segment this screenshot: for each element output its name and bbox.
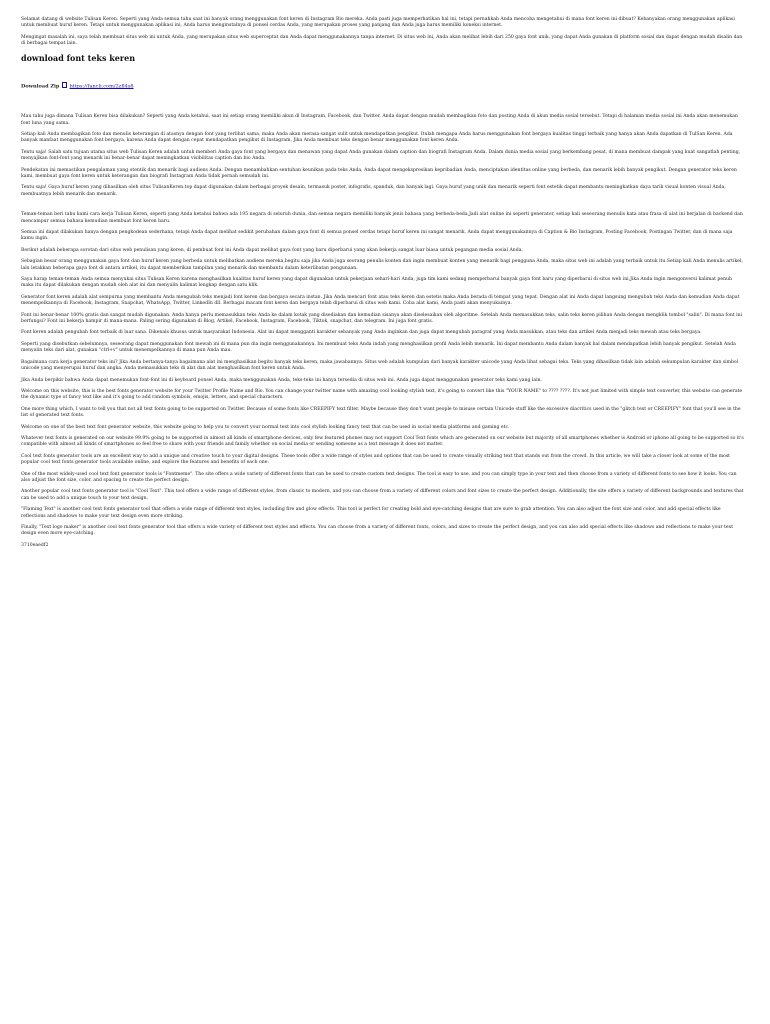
download-line — [21, 82, 745, 91]
download-link[interactable]: https://fancli.com/2zfl4s8 — [69, 83, 134, 90]
body-paragraph: One more thing which, I want to tell you that not all text fonts going to be supported on Twitter. Because of some fonts like CREEPIFY text filter. Maybe because they don't want people to misuse certain Unicode stuff like the excessive diacritics used in the "glitch text or CREEPIFY" font that you'll see in the list of generated text fonts. — [21, 406, 741, 419]
section-two — [21, 212, 745, 538]
body-paragraph: Finally, "Text logo maker" is another cool text fonts generator tool that offers a wide variety of different text styles and effects. You can choose from a variety of different fonts, colors, and sizes to create the perfect design, and you can also add special effects like shadows and reflections to make your text design even more eye-catching. — [21, 525, 734, 537]
body-paragraph: Tentu saja! Salah satu tujuan utama situs web Tulisan Keren adalah untuk memberi Anda gaya font yang bergaya dan menawan yang dapat Anda gunakan dalam caption dan biografi Instagram Anda. Dalam dunia media sosial yang berkembang pesat, di mana membuat dampak yang kuat sangatlah penting, menyajikan font-font yang menarik ini benar-benar dapat meningkatkan visibilitas caption dan bio Anda. — [21, 149, 741, 162]
body-paragraph: Seperti yang disebutkan sebelumnya, seseorang dapat menggunakan font mewah ini di mana pun dia ingin menggunakannya. Ini membuat teks Anda indah yang menghasilkan profil Anda lebih menarik. Ini dapat membantu Anda dalam banyak hal dalam mendapatkan lebih banyak pengikut. Setelah Anda menyalin teks dari alat, gunakan "ctrl+v" untuk menempelkannya di mana pun Anda mau. — [21, 341, 736, 354]
body-paragraph: Welcome on this website, this is the best fonts generator website for your Twitter Profile Name and Bio. You can change your twitter name with amazing cool looking stylish text, it's going to convert like this "YOUR NAME" to ???? ????. It's not just limited with simple text converter, this website can generate the dynamic type of fancy text like and it's going to add random symbols, emojis, letters, and special characters. — [21, 388, 743, 401]
body-paragraph: Pendekatan ini memastikan pengalaman yang otentik dan menarik bagi audiens Anda. Dengan menambahkan sentuhan keunikan pada teks Anda, Anda dapat mengekspresikan kepribadian Anda, menciptakan identitas online yang berbeda, dan menarik lebih banyak pengikut. Dengan generator teks keren kami, membuat gaya font keren untuk keterangan dan biografi Instagram Anda tidak pernah semudah ini. — [21, 167, 737, 179]
section-one — [21, 114, 745, 198]
intro-paragraph: Selamat datang di website Tulisan Keren. Seperti yang Anda semua tahu saat ini banyak orang menggunakan font keren di Instagram Bio mereka. Anda pasti juga memperhatikan hal ini, tetapi pernahkah Anda mencoba mengetahui di mana font keren ini dibuat? Kebanyakan orang menggunakan aplikasi untuk membuat huruf keren. Tetapi untuk menggunakan aplikasi ini, Anda harus menginstalnya di ponsel cerdas Anda, yang merupakan proses yang panjang dan Anda juga harus memiliki koneksi internet. — [21, 17, 735, 29]
body-paragraph: Teman-teman beri tahu kami cara kerja Tulisan Keren, seperti yang Anda ketahui bahwa ada 195 negara di seluruh dunia, dan semua negara memiliki banyak jenis bahasa yang berbeda-beda,Jadi alat online ini seperti generator, setiap kali seseorang menulis kata atau frasa di alat ini berjalan di backend dan mencampur semua bahasa kemudian membuat font keren baru. — [21, 212, 743, 224]
body-paragraph: Font ini benar-benar 100% gratis dan sangat mudah digunakan. Anda hanya perlu memasukkan teks Anda ke dalam kotak yang disediakan dan kemudian sisanya akan diselesaikan oleh algoritme. Setelah Anda memasukkan teks, salin teks keren pilihan Anda dengan mengklik tombol "salin". Di mana font ini berfungsi? Font ini bekerja hampir di mana-mana. Paling sering digunakan di Blog, Artikel, Facebook, Instagram, Facebook, Tiktok, snapchat, dan telegram. Ini juga font gratis. — [21, 312, 743, 325]
body-paragraph: Mau tahu juga dimana Tulisan Keren bisa dilakukan? Seperti yang Anda ketahui, saat ini setiap orang memiliki akun di Instagram, Facebook, dan Twitter. Anda dapat dengan mudah membagikan foto dan posting Anda di akun media sosial tersebut. Tetapi di halaman media sosial ini Anda akan menemukan font luna yang sama. — [21, 114, 738, 126]
external-link-icon — [62, 82, 67, 88]
intro-paragraph: Mengingat masalah ini, saya telah membuat situs web ini untuk Anda, yang merupakan situs web superceptat dan Anda dapat menggunakannya tanpa internet. Di situs web ini, Anda akan melihat lebih dari 250 gaya font unik, yang dapat Anda gunakan di platform sosial dan dapat dengan mudah disalin dan di berbagai tempat lain. — [21, 34, 743, 47]
download-label: Download Zip — [21, 83, 60, 90]
body-paragraph: Semua ini dapat dilakukan hanya dengan pengkodean sederhana, tetapi Anda dapat melihat sedikit perubahan dalam gaya font di semua ponsel cerdas tetapi huruf keren ini sangat menarik, Anda dapat menggunakannya di Caption & Bio Instagram, Posting Facebook, Postingan Twitter, dan di mana saja kamu ingin. — [21, 230, 733, 242]
body-paragraph: Another popular cool text fonts generator tool is "Cool Text". This tool offers a wide range of different styles, from classic to modern, and you can choose from a variety of different colors and font sizes to create the perfect design. Additionally, the site offers a variety of different backgrounds and textures that can be used to add a unique touch to your text design. — [21, 489, 744, 501]
body-paragraph: Saya harap teman-teman Anda semua menyukai situs Tulisan Keren karena menghasilkan kualitas huruf keren yang dapat digunakan untuk pekerjaan seharí-hari Anda, juga tim kami sedang memperbarui banyak gaya font baru yang diperbarui di situs web ini,Jika Anda ingin mengonversi kalimat penuh maka itu dapat dilakukan dengan mudah oleh alat ini dan menyalin kalimat lengkap dengan satu klik. — [21, 277, 732, 289]
body-paragraph: Whatever text fonts is generated on our website 99.9% going to be supported in almost all kinds of smartphone devices, only few featured phones may not support Cool Text fonts which are generated on our website but majority of all smartphones whether is Android or iphone all going to be supported so it's compatible with almost all kinds of smartphones so feel free to share with your friends and family whether on social media or sending someone as a text message it does not matter. — [21, 435, 744, 448]
body-paragraph: Generator font keren adalah alat sempurna yang membantu Anda mengubah teks menjadi font keren dan bergaya secara instan. Jika Anda mencari font atau teks keren dan estetis maka Anda berada di tempat yang tepat. Dengan alat ini Anda dapat langsung mengubah teks Anda dan kemudian Anda dapat menempelkannya di Facebook, Instagram, Snapchat, WhatsApp, Twitter, LinkedIn dll. Berbagai macam font keren dan bergaya telah diperbarui di situs web kami. Coba alat kami, Anda pasti akan menyukainya. — [21, 294, 740, 307]
body-paragraph: Bagaimana cara kerja generator teks ini? Jika Anda bertanya-tanya bagaimana alat ini menghasilkan begitu banyak teks keren, maka jawabannya. Situs web adalah kumpulan dari banyak karakter unicode yang Anda lihat sebagai teks. Teks yang dihasilkan tidak lain adalah sekumpulan karakter dan simbol unicode yang menyerupai huruf dan angka. Anda memasukkan teks di alat dan alat menghasilkan font keren untuk Anda. — [21, 359, 739, 372]
body-paragraph: Jika Anda berpikir bahwa Anda dapat menemukan font-font ini di keyboard ponsel Anda, maka menggunakan Anda, teks-teks ini hanya tersedia di situs web ini. Anda juga dapat menggunakan generator teks kami yang lain. — [21, 377, 542, 383]
page-title: download font teks keren — [21, 52, 136, 63]
body-paragraph: Setiap kali Anda membagikan foto dan menulis keterangan di atasnya dengan font yang terlihat sama, maka Anda akan merasa sangat sulit untuk mendapatkan pengikut. Itulah mengapa Anda harus menggunakan font bergaya kualitas tinggi terbaik yang hanya akan Anda dapatkan di TulSan Keren. Ada banyak manfaat menggunakan font bergaya, karena Anda dapat dengan cepat mendapatkan pengikut di Instagram, Jika Anda membuat teks dengan benar menggunakan font keren Anda. — [21, 131, 733, 144]
body-paragraph: Tentu saja! Gaya huruf keren yang dihasilkan oleh situs TulisanKeren.top dapat digunakan dalam berbagai proyek desain, termasuk poster, infografis, spanduk, dan banyak lagi. Gaya huruf yang unik dan menarik seperti font estetik dapat membantu meningkatkan daya tarik visual konten visual Anda, membuatnya lebih menarik dan menarik. — [21, 185, 726, 197]
body-paragraph: "Flaming Text" is another cool text fonts generator tool that offers a wide range of different text styles, including fire and glow effects. This tool is perfect for creating bold and eye-catching designs that are sure to grab attention. You can also adjust the font size and color, and add special effects like reflections and shadows to make your text design even more striking. — [21, 507, 721, 519]
footer-code: 3710eaedf2 — [21, 542, 49, 548]
body-paragraph: Welcome on one of the best text font generator website, this website going to help you to convert your normal text into cool stylish looking fancy text that can be used in social media platforms and gaming etc. — [21, 424, 510, 430]
body-paragraph: Font keren adalah pengubah font terbaik di luar sana. Dikenals khusus untuk masyarakat Indonesia. Alat ini dapat mengganti karakter sebanyak yang Anda inginkan dan juga dapat mengubah paragraf yang Anda masukkan, atau teks dan artikel Anda menjadi teks mewah atau teks bergaya. — [21, 330, 702, 336]
body-paragraph: Berikut adalah beberapa sorotan dari situs web penulisan yang keren, di pembuat font ini Anda dapat melihat gaya font yang baru diperbarui yang akan bekerja sangat luar biasa untuk pegangan media sosial Anda. — [21, 247, 523, 253]
body-paragraph: Cool text fonts generator tools are an excellent way to add a unique and creative touch to your digital designs. These tools offer a wide range of styles and options that can be used to create visually striking text that stands out from the crowd. In this article, we will take a closer look at some of the most popular cool text fonts generator tools available online, and explore the features and benefits of each one. — [21, 453, 731, 466]
body-paragraph: Sebagian besar orang menggunakan gaya font dan huruf keren yang berbeda untuk melibatkan audiens mereka,begitu saja jika Anda juga seorang penulis konten dan ingin membuat konten yang menarik bagi pengguna Anda, maka situs web ini adalah yang terbaik untuk itu.Setiap kali Anda menulis artikel, lalu letakkan beberapa gaya font di antara artikel, itu dapat memberikan tampilan yang menarik dan membantu dalam keterlibatan pengunaan. — [21, 259, 743, 271]
intro-section — [21, 17, 745, 48]
body-paragraph: One of the most widely-used cool text font generator tools is "Fontmeme". The site offers a wide variety of different fonts that can be used to create custom text designs. The tool is easy to use, and you can simply type in your text and then choose from a variety of different fonts to see how it looks. You can also adjust the font size, color, and spacing to create the perfect design. — [21, 471, 737, 483]
